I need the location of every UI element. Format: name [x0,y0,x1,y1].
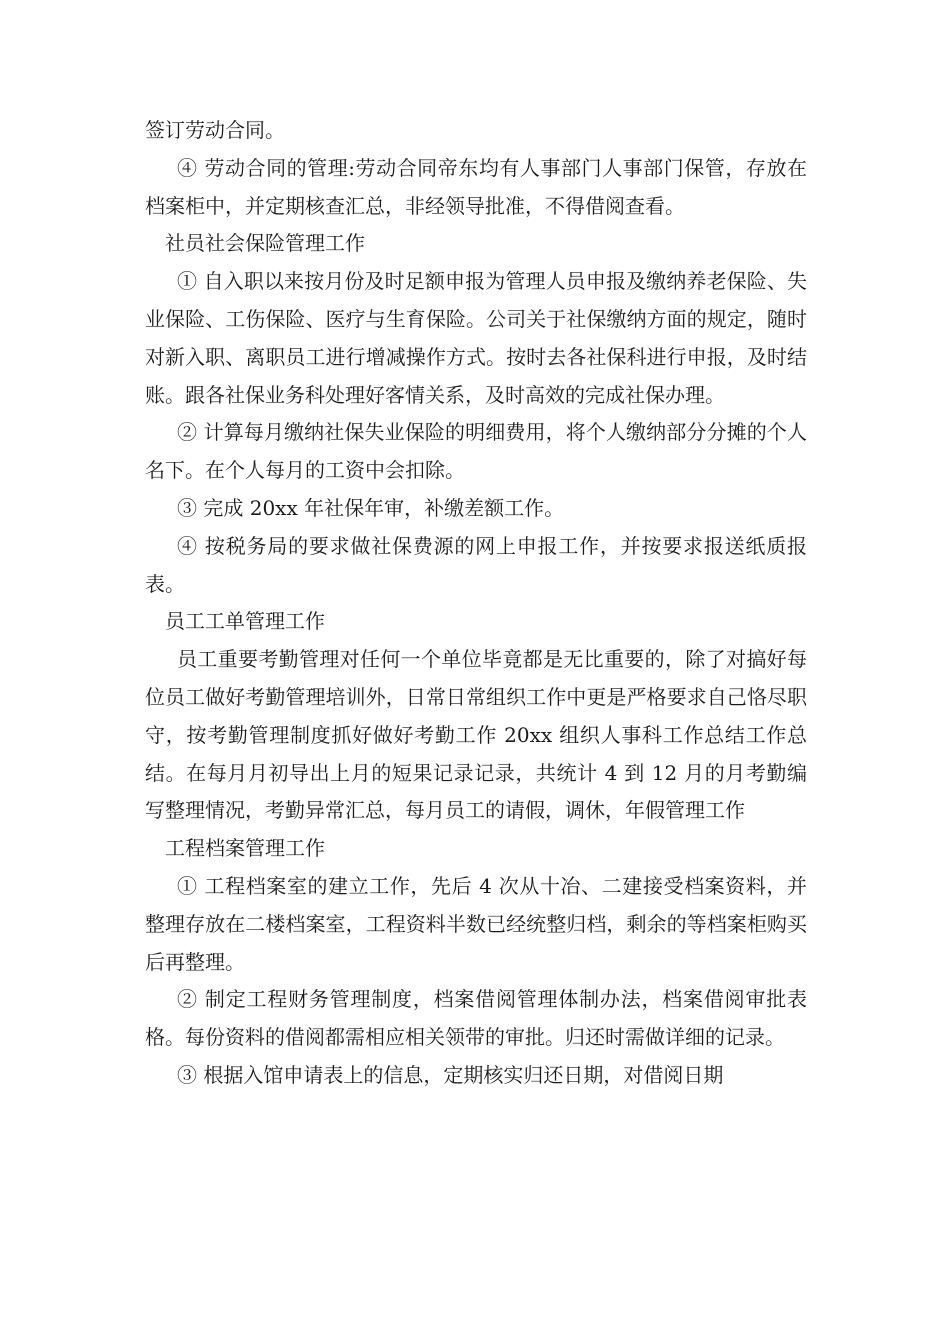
paragraph-archive-room: ① 工程档案室的建立工作，先后 4 次从十冶、二建接受档案资料，并整理存放在二楼档案室，工程资料半数已经统整归档，剩余的等档案柜购买后再整理。 [145,873,807,974]
section-heading-archives: 工程档案管理工作 [165,836,325,861]
section-heading-attendance: 员工工单管理工作 [165,609,325,634]
document-body [145,112,807,1095]
paragraph-return-dates: ③ 根据入馆申请表上的信息，定期核实归还日期，对借阅日期 [177,1062,724,1087]
paragraph-insurance-filing: ① 自入职以来按月份及时足额申报为管理人员申报及缴纳养老保险、失业保险、工伤保险、医疗与生育保险。公司关于社保缴纳方面的规定，随时对新入职、离职员工进行增减操作方式。按时去各社保科进行申报，及时结账。跟各社保业务科处理好客情关系，及时高效的完成社保办理。 [145,269,807,407]
paragraph-attendance-management: 员工重要考勤管理对任何一个单位毕竟都是无比重要的，除了对搞好每位员工做好考勤管理培训外，日常日常组织工作中更是严格要求自己恪尽职守，按考勤管理制度抓好做好考勤工作 20xx 组织人事科工作总结工作总结。在每月月初导出上月的短果记录记录，共统计 4 到 12 月的月考勤编写整理情况，考勤异常汇总，每月员工的请假，调休，年假管理工作 [145,647,807,823]
paragraph-archive-rules: ② 制定工程财务管理制度，档案借阅管理体制办法，档案借阅审批表格。每份资料的借阅都需相应相关领带的审批。归还时需做详细的记录。 [145,987,807,1050]
paragraph-online-filing: ④ 按税务局的要求做社保费源的网上申报工作，并按要求报送纸质报表。 [145,533,807,596]
paragraph-annual-review: ③ 完成 20xx 年社保年审，补缴差额工作。 [177,495,565,520]
section-heading-social-insurance: 社员社会保险管理工作 [165,231,365,256]
paragraph-contract-signing: 签订劳动合同。 [145,118,285,142]
paragraph-contract-management: ④ 劳动合同的管理:劳动合同帝东均有人事部门人事部门保管，存放在档案柜中，并定期核查汇总，非经领导批准，不得借阅查看。 [145,155,807,218]
paragraph-insurance-calculation: ② 计算每月缴纳社保失业保险的明细费用，将个人缴纳部分分摊的个人名下。在个人每月的工资中会扣除。 [145,420,807,483]
